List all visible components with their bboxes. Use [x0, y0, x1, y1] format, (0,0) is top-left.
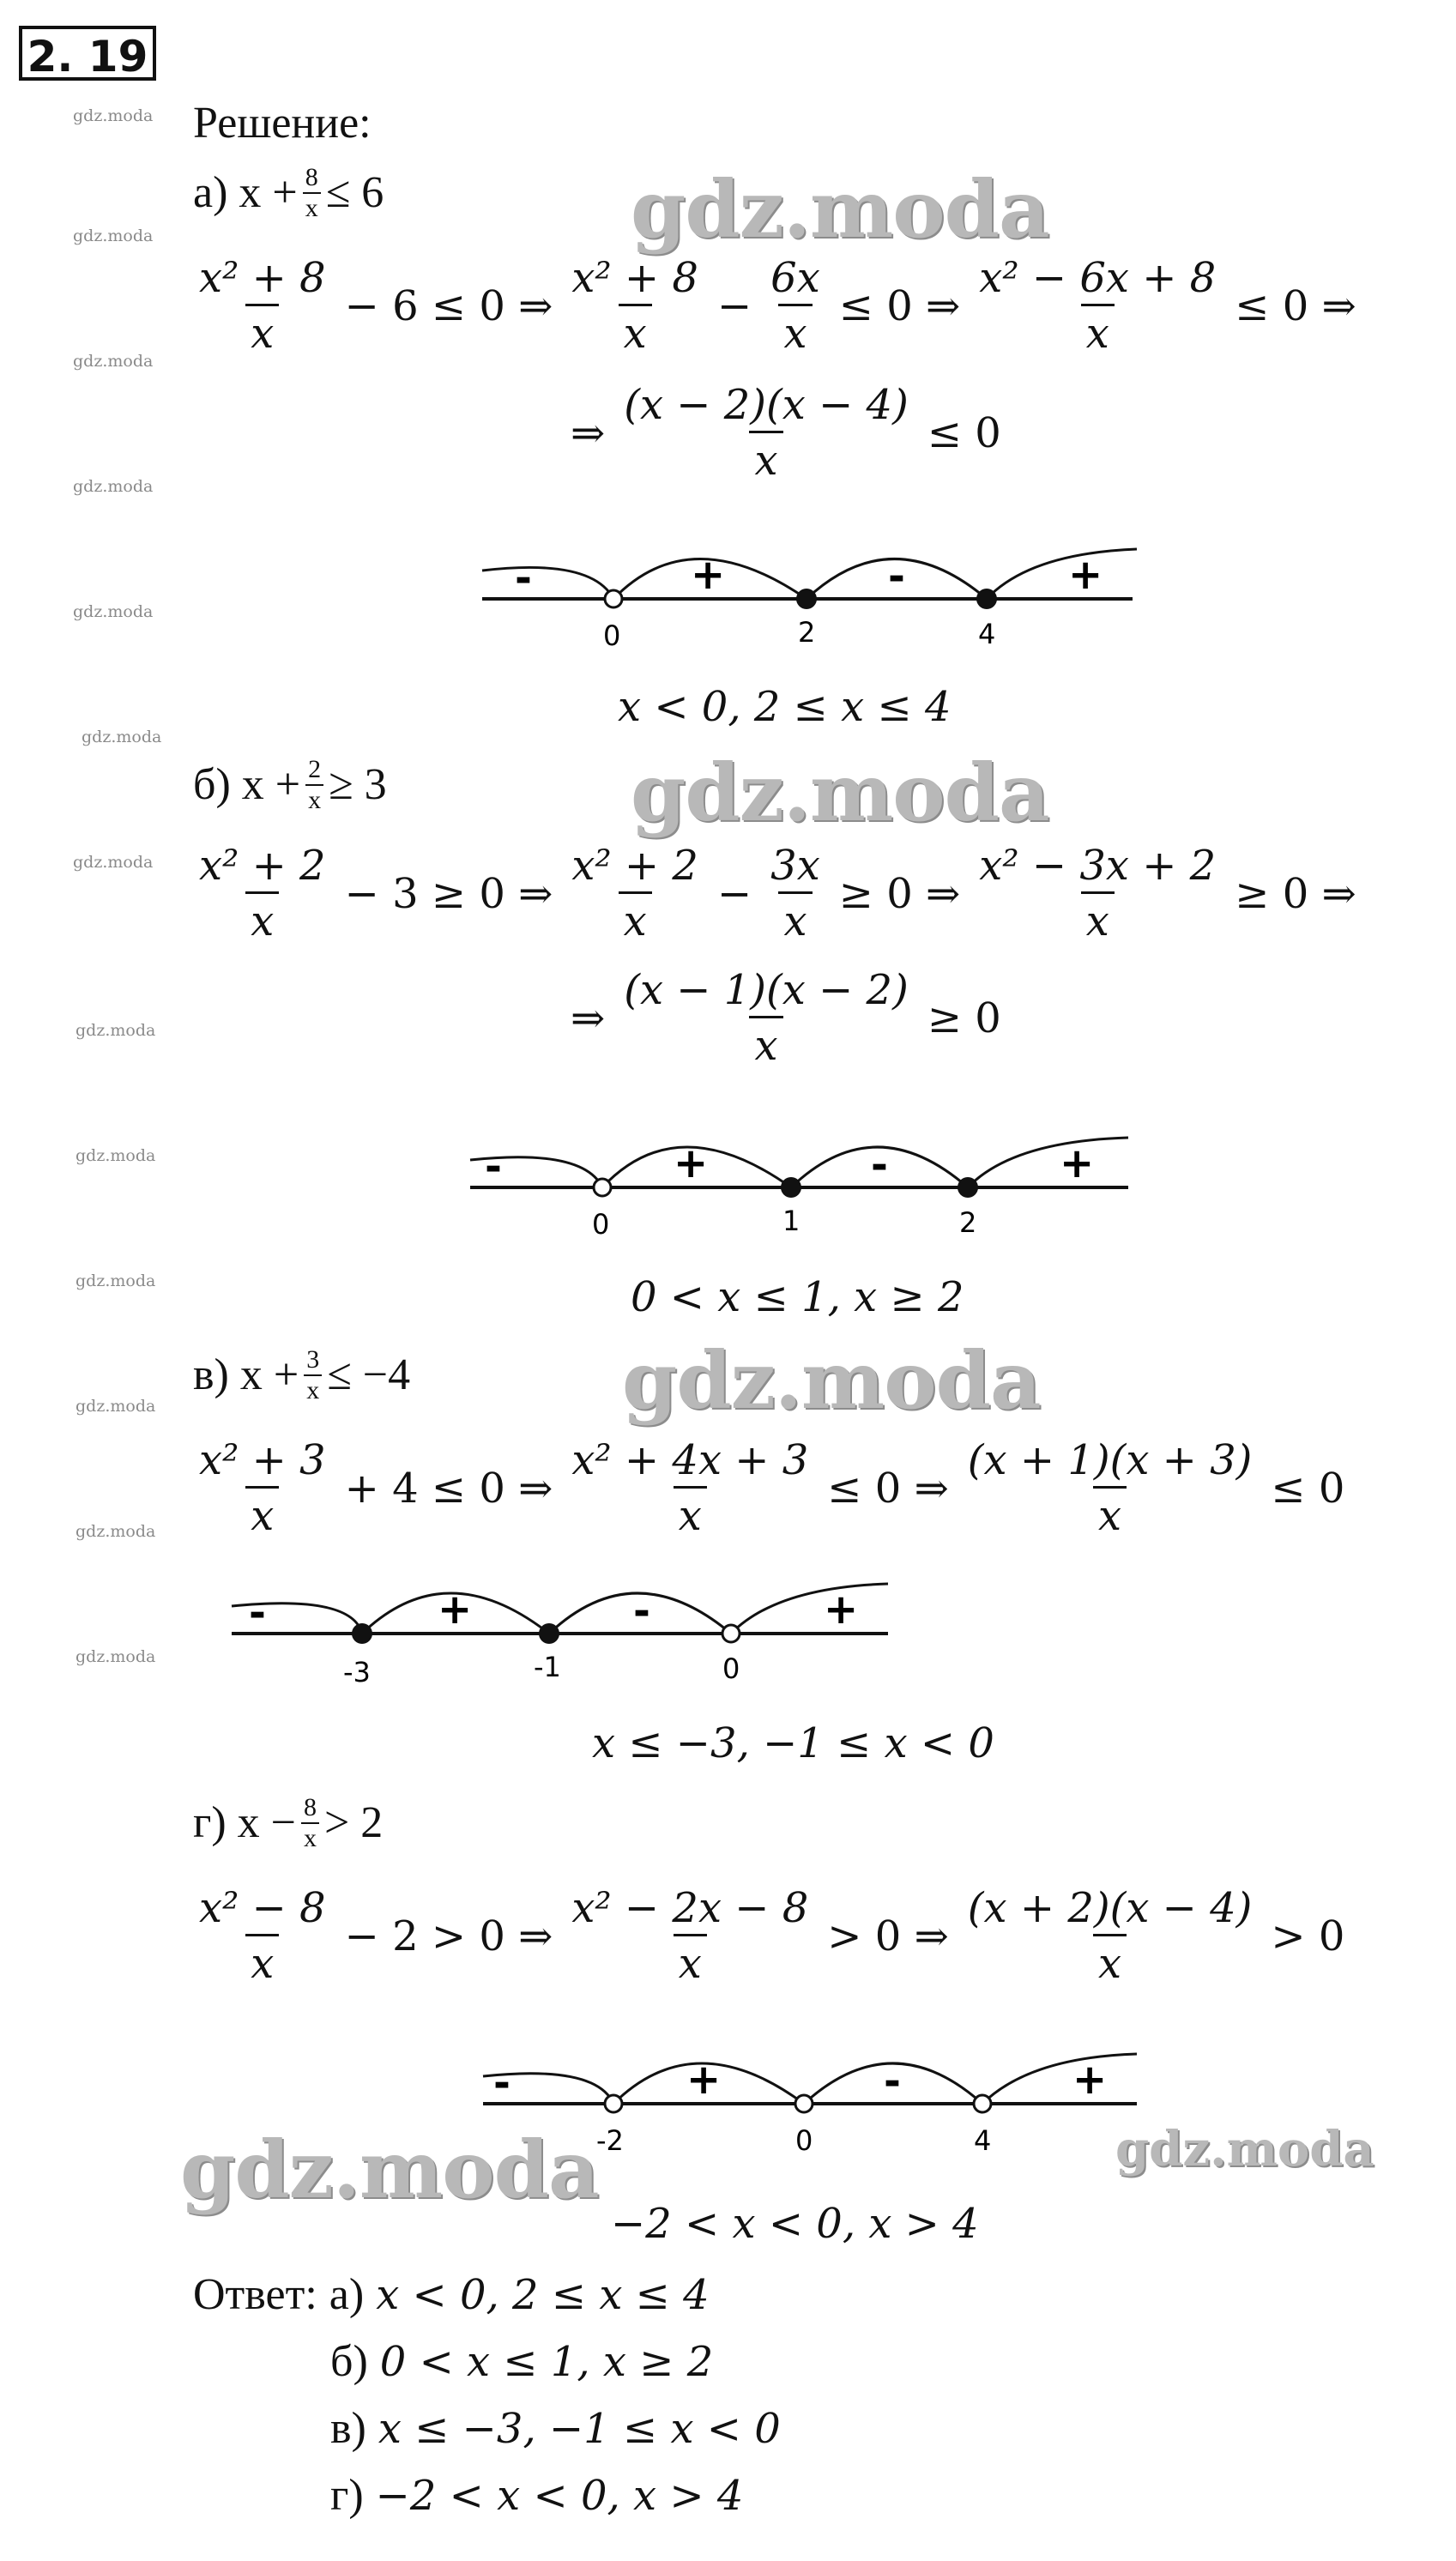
watermark-small: gdz.moda: [73, 602, 154, 621]
part-c-label: в) x +: [193, 1350, 299, 1399]
axis-point-label: -2: [596, 2124, 624, 2157]
math-text: ≥ 0: [927, 994, 1001, 1042]
part-c-step1: [189, 1436, 1353, 1540]
math-text: ≤ 0 ⇒: [827, 1464, 949, 1513]
fraction: [194, 842, 331, 945]
fraction: [194, 254, 331, 358]
fraction-numerator: 3: [306, 1345, 320, 1374]
solution-heading: Решение:: [193, 99, 372, 148]
axis-point-label: -3: [343, 1656, 371, 1688]
fraction-denominator: x: [304, 1374, 322, 1404]
answer-text: 0 < x ≤ 1, x ≥ 2: [379, 2337, 714, 2386]
fraction: [566, 1436, 813, 1540]
part-a-rhs: ≤ 6: [325, 168, 384, 217]
fraction-denominator: x: [245, 891, 279, 942]
fraction-denominator: x: [1081, 891, 1115, 942]
fraction-denominator: x: [778, 891, 812, 942]
math-text: ≤ 0: [927, 408, 1001, 457]
answer-letter: в): [330, 2404, 366, 2453]
watermark-small: gdz.moda: [76, 1647, 156, 1666]
fraction: [566, 842, 704, 945]
fraction: [765, 254, 825, 358]
fraction-numerator: (x − 2)(x − 4): [624, 381, 909, 429]
fraction-numerator: x² + 2: [571, 842, 698, 890]
fraction: [566, 254, 704, 358]
math-text: − 2 > 0 ⇒: [344, 1912, 553, 1960]
math-text: ≤ 0 ⇒: [838, 281, 961, 330]
math-text: > 0: [1271, 1912, 1345, 1960]
fraction-numerator: x² + 4x + 3: [571, 1436, 809, 1484]
part-d-number-line: [468, 2033, 1145, 2171]
open-point: [795, 2095, 813, 2112]
axis-point-label: 0: [603, 619, 621, 652]
fraction: [963, 1884, 1258, 1988]
math-text: ⇒: [571, 408, 606, 457]
answer-line-c: [330, 2403, 781, 2454]
axis-point-label: 4: [974, 2124, 992, 2157]
watermark-small: gdz.moda: [73, 853, 154, 872]
fraction-numerator: x² + 2: [199, 842, 326, 890]
watermark-small: gdz.moda: [73, 227, 154, 245]
watermark-big: gdz.moda: [622, 1334, 1041, 1427]
part-a-fraction: [303, 165, 321, 221]
part-a-step1: [189, 254, 1365, 358]
part-a-label: а) x +: [193, 168, 298, 217]
sign-arc: [482, 567, 613, 599]
fraction: [974, 842, 1221, 945]
open-point: [605, 2095, 622, 2112]
open-point: [974, 2095, 991, 2112]
fraction-numerator: (x + 2)(x − 4): [967, 1884, 1253, 1932]
axis-point-label: 1: [782, 1205, 800, 1237]
fraction-numerator: x² − 8: [199, 1884, 326, 1932]
part-c-rhs: ≤ −4: [327, 1350, 411, 1399]
fraction-denominator: x: [301, 1822, 319, 1851]
part-d-step1: [189, 1884, 1353, 1988]
sign-arc: [731, 1584, 888, 1634]
math-text: − 6 ≤ 0 ⇒: [344, 281, 553, 330]
watermark-big: gdz.moda: [631, 163, 1049, 256]
sign-label: -: [485, 1143, 502, 1191]
math-text: ≤ 0 ⇒: [1235, 281, 1356, 330]
watermark-big: gdz.moda: [1115, 2121, 1374, 2177]
part-c-result: x ≤ −3, −1 ≤ x < 0: [592, 1719, 994, 1767]
fraction: [963, 1436, 1258, 1540]
part-d-label: г) x −: [193, 1798, 296, 1847]
part-a-number-line: [463, 523, 1150, 669]
fraction: [619, 381, 914, 485]
fraction-denominator: x: [1093, 1486, 1127, 1537]
axis-point-label: 0: [795, 2124, 813, 2157]
part-b-label: б) x +: [193, 760, 301, 809]
answer-text: x < 0, 2 ≤ x ≤ 4: [376, 2270, 710, 2319]
watermark-small: gdz.moda: [73, 106, 154, 125]
part-c-condition: [193, 1347, 410, 1404]
fraction-denominator: x: [245, 1934, 279, 1984]
watermark-big: gdz.moda: [180, 2123, 599, 2216]
fraction: [974, 254, 1221, 358]
part-c-fraction: [304, 1347, 322, 1404]
closed-point: [958, 1177, 978, 1198]
watermark-small: gdz.moda: [76, 1522, 156, 1541]
axis-point-label: 2: [798, 616, 816, 649]
math-text: ⇒: [571, 994, 606, 1042]
sign-label: +: [674, 1139, 709, 1187]
math-text: > 0 ⇒: [827, 1912, 949, 1960]
fraction-numerator: (x + 1)(x + 3): [967, 1436, 1253, 1484]
axis-point-label: 0: [592, 1208, 610, 1241]
answer-line-b: [330, 2336, 713, 2387]
sign-label: -: [515, 554, 532, 602]
watermark-small: gdz.moda: [76, 1146, 156, 1165]
axis-point-label: 2: [959, 1206, 977, 1239]
sign-label: +: [1068, 551, 1103, 599]
math-text: − 3 ≥ 0 ⇒: [344, 869, 553, 918]
fraction: [765, 842, 825, 945]
fraction-denominator: x: [245, 1486, 279, 1537]
fraction-numerator: x² − 6x + 8: [979, 254, 1217, 302]
sign-arc: [987, 549, 1137, 599]
closed-point: [976, 589, 997, 609]
fraction: [619, 966, 914, 1070]
fraction-denominator: x: [674, 1486, 707, 1537]
answer-label: Ответ:: [193, 2270, 317, 2319]
part-b-rhs: ≥ 3: [329, 760, 387, 809]
fraction-denominator: x: [305, 784, 323, 813]
watermark-small: gdz.moda: [76, 1271, 156, 1290]
sign-label: +: [438, 1586, 473, 1634]
answer-text: −2 < x < 0, x > 4: [375, 2471, 744, 2520]
watermark-small: gdz.moda: [76, 1397, 156, 1416]
watermark-small: gdz.moda: [73, 352, 154, 371]
sign-label: -: [884, 2057, 901, 2105]
open-point: [722, 1625, 740, 1642]
answer-line-d: [330, 2470, 743, 2521]
part-d-fraction: [301, 1795, 319, 1851]
fraction-numerator: (x − 1)(x − 2): [624, 966, 909, 1014]
fraction-numerator: x² + 8: [571, 254, 698, 302]
sign-label: -: [493, 2059, 511, 2107]
axis-point-label: -1: [534, 1651, 561, 1683]
sign-label: -: [871, 1141, 888, 1189]
part-b-number-line: [455, 1115, 1141, 1261]
part-d-rhs: > 2: [323, 1798, 384, 1847]
math-text: ≥ 0 ⇒: [1235, 869, 1356, 918]
watermark-small: gdz.moda: [76, 1021, 156, 1040]
fraction-denominator: x: [303, 192, 321, 221]
fraction-numerator: 2: [308, 755, 322, 783]
part-b-step2: [562, 966, 1010, 1070]
fraction-numerator: 6x: [770, 254, 820, 302]
closed-point: [781, 1177, 801, 1198]
math-text: −: [716, 869, 752, 918]
fraction-denominator: x: [1093, 1934, 1127, 1984]
fraction-numerator: 8: [305, 163, 318, 191]
closed-point: [539, 1623, 559, 1644]
sign-arc: [982, 2054, 1137, 2104]
part-c-number-line: [223, 1561, 901, 1707]
watermark-small: gdz.moda: [73, 477, 154, 496]
fraction: [194, 1436, 331, 1540]
sign-label: +: [1060, 1139, 1095, 1187]
closed-point: [352, 1623, 372, 1644]
part-b-step1: [189, 842, 1365, 945]
part-b-fraction: [305, 757, 323, 813]
fraction-denominator: x: [674, 1934, 707, 1984]
part-d-result: −2 < x < 0, x > 4: [611, 2200, 979, 2248]
fraction-denominator: x: [245, 304, 279, 354]
sign-label: +: [824, 1586, 859, 1634]
answer-letter: а): [329, 2270, 365, 2319]
math-text: −: [716, 281, 752, 330]
sign-label: -: [888, 553, 905, 601]
part-a-step2: [562, 381, 1010, 485]
fraction-denominator: x: [1081, 304, 1115, 354]
math-text: ≥ 0 ⇒: [838, 869, 961, 918]
fraction-denominator: x: [619, 891, 652, 942]
part-a-condition: [193, 165, 384, 221]
math-text: + 4 ≤ 0 ⇒: [344, 1464, 553, 1513]
part-a-result: x < 0, 2 ≤ x ≤ 4: [618, 683, 952, 731]
fraction-numerator: x² − 2x − 8: [571, 1884, 809, 1932]
fraction-numerator: x² − 3x + 2: [979, 842, 1217, 890]
sign-label: -: [633, 1587, 650, 1635]
sign-label: +: [1072, 2056, 1108, 2104]
problem-number: 2. 19: [19, 26, 156, 81]
fraction: [566, 1884, 813, 1988]
sign-arc: [968, 1138, 1128, 1187]
watermark-small: gdz.moda: [82, 728, 162, 746]
fraction-numerator: 8: [303, 1793, 317, 1821]
closed-point: [796, 589, 817, 609]
math-text: ≤ 0: [1271, 1464, 1345, 1513]
axis-point-label: 4: [978, 618, 996, 650]
sign-label: +: [686, 2056, 722, 2104]
fraction-numerator: x² + 8: [199, 254, 326, 302]
fraction-numerator: 3x: [770, 842, 820, 890]
answer-letter: б): [330, 2337, 368, 2386]
answer-line-a: [193, 2269, 710, 2320]
answer-text: x ≤ −3, −1 ≤ x < 0: [378, 2404, 781, 2453]
watermark-big: gdz.moda: [631, 746, 1049, 839]
open-point: [594, 1179, 611, 1196]
fraction-denominator: x: [749, 431, 782, 481]
fraction-denominator: x: [778, 304, 812, 354]
fraction: [194, 1884, 331, 1988]
part-d-condition: [193, 1795, 383, 1851]
sign-label: -: [249, 1589, 266, 1637]
fraction-denominator: x: [619, 304, 652, 354]
axis-point-label: 0: [722, 1652, 740, 1685]
part-b-condition: [193, 757, 387, 813]
answer-letter: г): [330, 2471, 364, 2520]
part-b-result: 0 < x ≤ 1, x ≥ 2: [631, 1273, 964, 1321]
open-point: [605, 590, 622, 607]
fraction-denominator: x: [749, 1016, 782, 1066]
fraction-numerator: x² + 3: [199, 1436, 326, 1484]
sign-label: +: [691, 551, 726, 599]
